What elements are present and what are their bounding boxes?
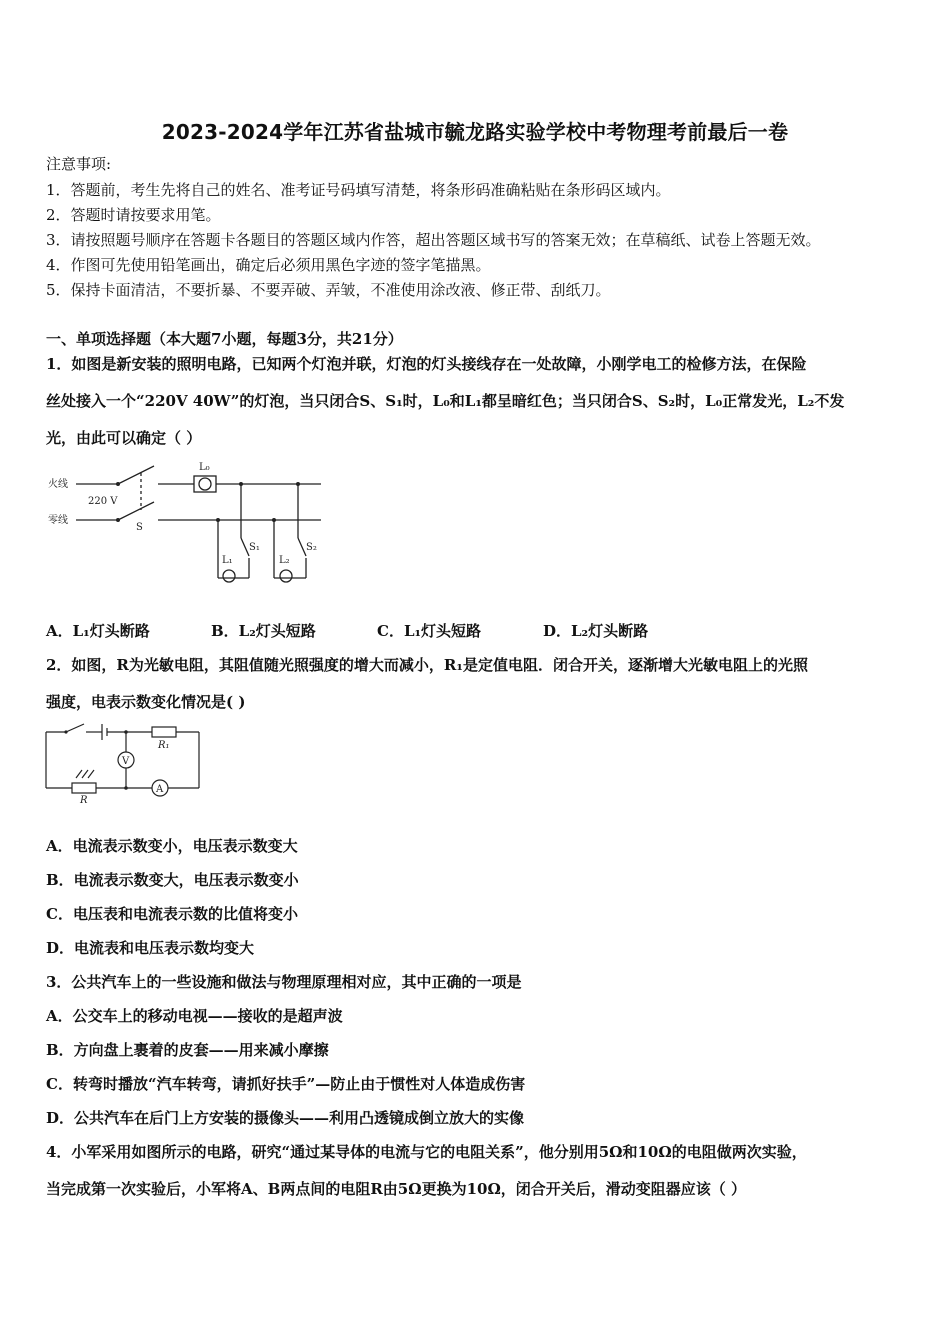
- notice-item: 2．答题时请按要求用笔。: [46, 206, 221, 224]
- question-4-line: 4．小军采用如图所示的电路，研究“通过某导体的电流与它的电阻关系”，他分别用5Ω和10Ω的电阻做两次实验，: [46, 1143, 807, 1161]
- question-1-options: [46, 620, 648, 641]
- question-2-line: 2．如图，R为光敏电阻，其阻值随光照强度的增大而减小，R₁是定值电阻．闭合开关，逐渐增大光敏电阻上的光照: [46, 656, 808, 674]
- notice-item: 1．答题前，考生先将自己的姓名、准考证号码填写清楚，将条形码准确粘贴在条形码区域内。: [46, 181, 671, 199]
- option-b[interactable]: B．L₂灯头短路: [211, 622, 316, 640]
- lamp-l1-label: L₁: [222, 555, 233, 566]
- option-c[interactable]: C．L₁灯头短路: [377, 622, 482, 640]
- switch-s2-label: S₂: [306, 542, 317, 553]
- photoresistor-circuit-figure: [44, 720, 224, 808]
- option-d[interactable]: D．L₂灯头断路: [543, 622, 649, 640]
- switch-s-label: S: [136, 522, 143, 533]
- notice-item: 3．请按照题号顺序在答题卡各题目的答题区域内作答，超出答题区域书写的答案无效；在草稿纸、试卷上答题无效。: [46, 231, 821, 249]
- option-b[interactable]: B．电流表示数变大，电压表示数变小: [46, 871, 299, 889]
- lighting-circuit-figure: [46, 458, 336, 588]
- r1-label: R₁: [158, 740, 170, 751]
- switch-s1-label: S₁: [249, 542, 260, 553]
- option-a[interactable]: A．L₁灯头断路: [46, 622, 150, 640]
- ammeter-label: A: [156, 784, 164, 795]
- question-3-stem: 3．公共汽车上的一些设施和做法与物理原理相对应，其中正确的一项是: [46, 973, 522, 991]
- option-b[interactable]: B．方向盘上裹着的皮套——用来减小摩擦: [46, 1041, 329, 1059]
- question-1-line: 1．如图是新安装的照明电路，已知两个灯泡并联，灯泡的灯头接线存在一处故障，小刚学电工的检修方法，在保险: [46, 355, 807, 373]
- option-a[interactable]: A．电流表示数变小，电压表示数变大: [46, 837, 298, 855]
- voltmeter-label: V: [122, 756, 130, 767]
- option-d[interactable]: D．公共汽车在后门上方安装的摄像头——利用凸透镜成倒立放大的实像: [46, 1109, 525, 1127]
- page-title: 2023-2024学年江苏省盐城市毓龙路实验学校中考物理考前最后一卷: [161, 120, 789, 144]
- voltage-label: 220 V: [88, 496, 118, 507]
- notice-heading: 注意事项:: [46, 155, 112, 173]
- option-c[interactable]: C．转弯时播放“汽车转弯，请抓好扶手”—防止由于惯性对人体造成伤害: [46, 1075, 526, 1093]
- question-1-line: 光，由此可以确定（ ）: [46, 429, 202, 447]
- option-a[interactable]: A．公交车上的移动电视——接收的是超声波: [46, 1007, 343, 1025]
- notice-item: 5．保持卡面清洁，不要折暴、不要弄破、弄皱，不准使用涂改液、修正带、刮纸刀。: [46, 281, 611, 299]
- option-c[interactable]: C．电压表和电流表示数的比值将变小: [46, 905, 298, 923]
- question-2-line: 强度，电表示数变化情况是( ): [46, 693, 246, 711]
- section-heading: 一、单项选择题（本大题7小题，每题3分，共21分）: [46, 330, 403, 348]
- lamp-l2-label: L₂: [279, 555, 290, 566]
- question-4-line: 当完成第一次实验后，小军将A、B两点间的电阻R由5Ω更换为10Ω，闭合开关后，滑动变阻器应该（ ）: [46, 1180, 747, 1198]
- question-1-line: 丝处接入一个“220V 40W”的灯泡，当只闭合S、S₁时，L₀和L₁都呈暗红色；当只闭合S、S₂时，L₀正常发光，L₂不发: [46, 392, 845, 410]
- neutral-wire-label: 零线: [48, 515, 68, 526]
- notice-item: 4．作图可先使用铅笔画出，确定后必须用黑色字迹的签字笔描黑。: [46, 256, 491, 274]
- option-d[interactable]: D．电流表和电压表示数均变大: [46, 939, 255, 957]
- live-wire-label: 火线: [48, 479, 68, 490]
- lamp-l0-label: L₀: [199, 462, 210, 473]
- r-label: R: [80, 795, 88, 806]
